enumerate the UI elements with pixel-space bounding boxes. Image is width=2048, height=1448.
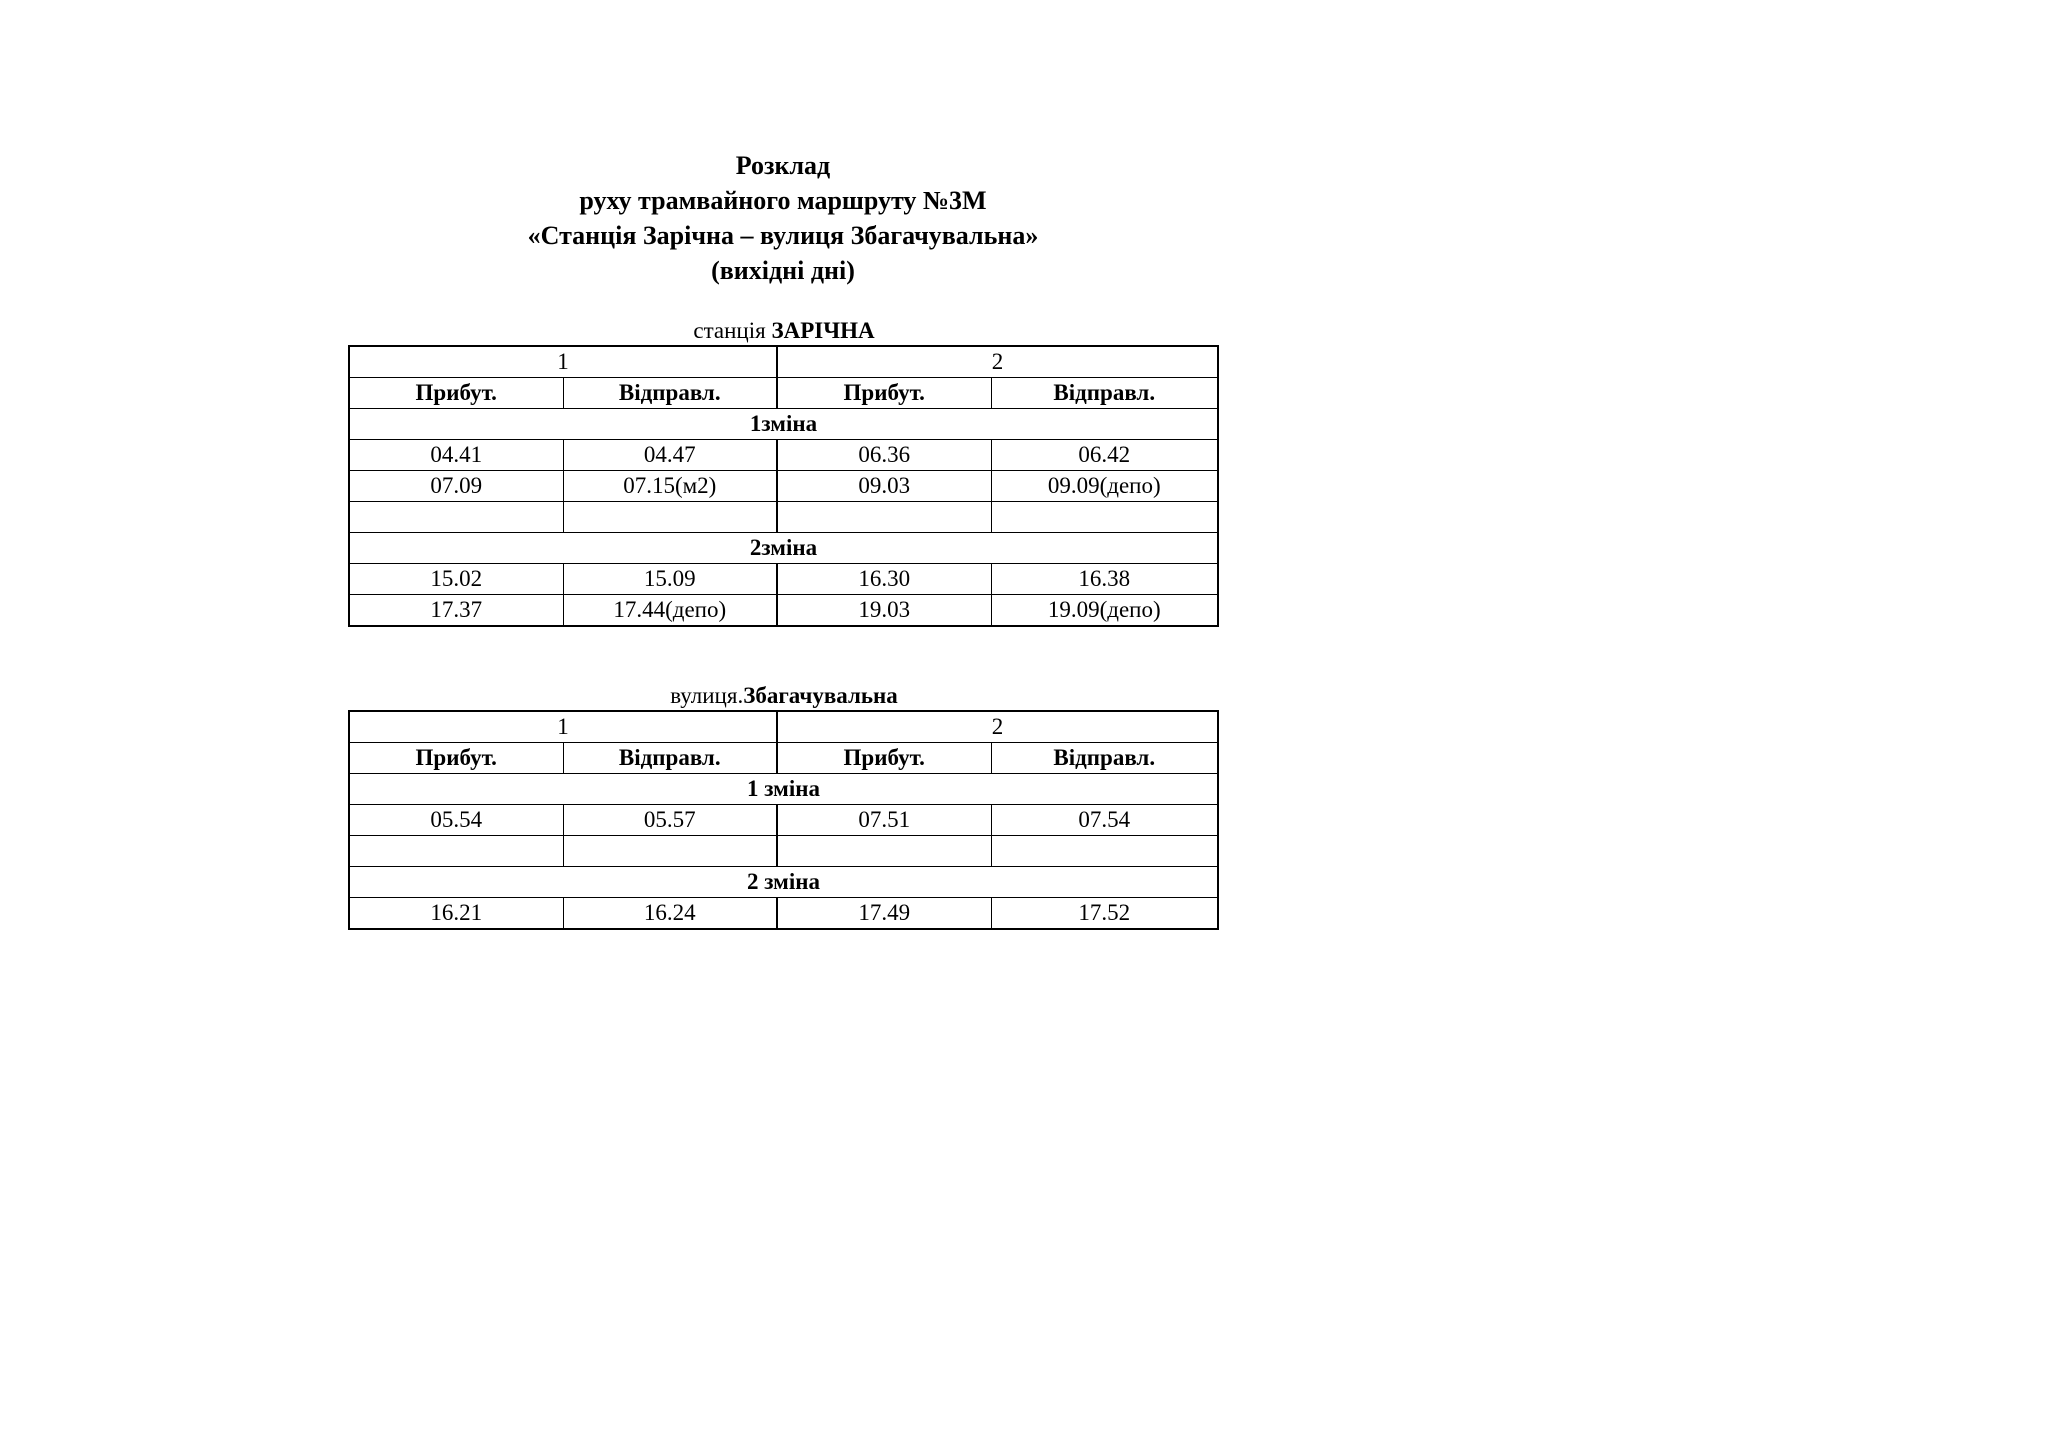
table-cell <box>563 836 777 867</box>
table-row-empty <box>349 502 1218 533</box>
table-row <box>349 564 1218 595</box>
group-1-header: 1 <box>349 711 777 743</box>
shift-header-row <box>349 533 1218 564</box>
caption-prefix: вулиця. <box>670 683 744 708</box>
table-cell: 17.37 <box>349 595 563 627</box>
table-row <box>349 898 1218 930</box>
table-cell <box>349 836 563 867</box>
table-row <box>349 471 1218 502</box>
table-cell: 16.38 <box>991 564 1218 595</box>
column-header-row <box>349 378 1218 409</box>
caption-stop-name: ЗАРІЧНА <box>771 318 875 343</box>
shift-header-row <box>349 867 1218 898</box>
title-line-1: Розклад <box>735 151 831 180</box>
title-line-4: (вихідні дні) <box>711 256 855 285</box>
shift-1-label: 1зміна <box>349 409 1218 440</box>
table-cell: 15.09 <box>563 564 777 595</box>
table-cell: 17.49 <box>777 898 991 930</box>
table-cell <box>991 502 1218 533</box>
table-cell <box>777 836 991 867</box>
title-line-2: руху трамвайного маршруту №3М <box>579 186 987 215</box>
table-cell: 19.03 <box>777 595 991 627</box>
title-line-3: «Станція Зарічна – вулиця Збагачувальна» <box>527 221 1039 250</box>
table-cell: 07.09 <box>349 471 563 502</box>
shift-header-row <box>349 409 1218 440</box>
column-header-departure: Відправл. <box>991 743 1218 774</box>
table-cell <box>991 836 1218 867</box>
column-header-row <box>349 743 1218 774</box>
shift-2-label: 2 зміна <box>349 867 1218 898</box>
column-header-arrival: Прибут. <box>777 378 991 409</box>
column-header-departure: Відправл. <box>991 378 1218 409</box>
table-cell: 09.09(депо) <box>991 471 1218 502</box>
table-caption-zarichna <box>349 318 1219 344</box>
group-header-row <box>349 711 1218 743</box>
table-cell: 06.36 <box>777 440 991 471</box>
table-cell: 19.09(депо) <box>991 595 1218 627</box>
table-cell: 15.02 <box>349 564 563 595</box>
table-cell <box>349 502 563 533</box>
table-cell: 09.03 <box>777 471 991 502</box>
shift-2-label: 2зміна <box>349 533 1218 564</box>
table-cell: 04.47 <box>563 440 777 471</box>
table-row <box>349 805 1218 836</box>
table-cell: 16.21 <box>349 898 563 930</box>
table-cell: 16.30 <box>777 564 991 595</box>
group-1-header: 1 <box>349 346 777 378</box>
table-cell: 17.52 <box>991 898 1218 930</box>
schedule-table-zarichna <box>348 345 1219 627</box>
table-cell: 05.57 <box>563 805 777 836</box>
group-2-header: 2 <box>777 346 1218 378</box>
shift-header-row <box>349 774 1218 805</box>
table-cell: 17.44(депо) <box>563 595 777 627</box>
table-cell: 07.51 <box>777 805 991 836</box>
table-cell: 07.15(м2) <box>563 471 777 502</box>
group-2-header: 2 <box>777 711 1218 743</box>
table-row <box>349 595 1218 627</box>
table-cell: 04.41 <box>349 440 563 471</box>
schedule-table-zbahachuvalna <box>348 710 1219 930</box>
table-row-empty <box>349 836 1218 867</box>
document-title <box>0 148 1566 288</box>
table-cell <box>777 502 991 533</box>
table-cell: 06.42 <box>991 440 1218 471</box>
table-row <box>349 440 1218 471</box>
column-header-arrival: Прибут. <box>777 743 991 774</box>
group-header-row <box>349 346 1218 378</box>
table-caption-zbahachuvalna <box>349 683 1219 709</box>
column-header-arrival: Прибут. <box>349 378 563 409</box>
table-cell: 05.54 <box>349 805 563 836</box>
table-cell: 16.24 <box>563 898 777 930</box>
caption-prefix: станція <box>693 318 772 343</box>
caption-stop-name: Збагачувальна <box>743 683 898 708</box>
column-header-arrival: Прибут. <box>349 743 563 774</box>
shift-1-label: 1 зміна <box>349 774 1218 805</box>
column-header-departure: Відправл. <box>563 743 777 774</box>
table-cell: 07.54 <box>991 805 1218 836</box>
table-cell <box>563 502 777 533</box>
column-header-departure: Відправл. <box>563 378 777 409</box>
